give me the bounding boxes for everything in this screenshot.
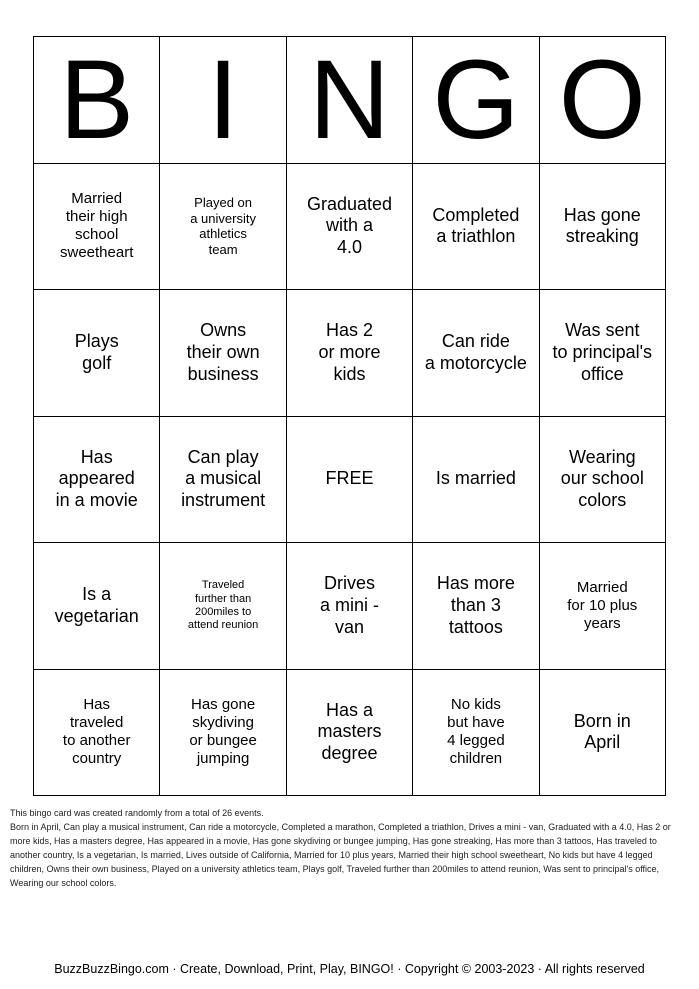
bingo-cell xyxy=(540,670,666,797)
cell-text: Was sent to principal's office xyxy=(552,320,653,384)
cell-text: Has more than 3 tattoos xyxy=(436,573,515,637)
header-cell-o xyxy=(540,37,666,164)
cell-text: Completed a triathlon xyxy=(432,204,520,247)
header-letter: O xyxy=(558,37,646,162)
bingo-cell xyxy=(540,290,666,417)
bingo-cell xyxy=(413,290,539,417)
cell-text: Can play a musical instrument xyxy=(181,446,266,511)
bingo-card xyxy=(33,36,666,796)
bingo-cell xyxy=(160,290,286,417)
bingo-cell xyxy=(34,670,160,797)
bingo-cell xyxy=(287,670,413,797)
bingo-cell xyxy=(160,417,286,544)
bingo-cell xyxy=(34,164,160,291)
event-list-notes xyxy=(10,806,688,890)
bingo-cell xyxy=(413,417,539,544)
cell-text: Has gone streaking xyxy=(563,204,641,247)
cell-text: Traveled further than 200miles to attend reunion xyxy=(187,579,259,631)
cell-text: Is a vegetarian xyxy=(54,584,139,626)
bingo-cell xyxy=(287,164,413,291)
bingo-cell xyxy=(160,670,286,797)
bingo-cell xyxy=(540,417,666,544)
header-letter: B xyxy=(59,37,135,162)
cell-text: FREE xyxy=(325,468,374,489)
cell-text: Played on a university athletics team xyxy=(190,195,256,257)
bingo-cell xyxy=(34,417,160,544)
event-count-intro: This bingo card was created randomly from a total of 26 events. xyxy=(10,808,264,818)
bingo-cell xyxy=(287,290,413,417)
bingo-cell xyxy=(160,164,286,291)
cell-text: Married their high school sweetheart xyxy=(60,190,134,262)
cell-text: Married for 10 plus years xyxy=(567,578,638,632)
bingo-cell xyxy=(413,670,539,797)
cell-text: Has a masters degree xyxy=(317,699,382,764)
bingo-cell xyxy=(34,290,160,417)
cell-text: Is married xyxy=(435,468,516,489)
header-cell-g xyxy=(413,37,539,164)
cell-text: Has appeared in a movie xyxy=(55,446,138,511)
cell-text: No kids but have 4 legged children xyxy=(447,696,505,768)
header-letter: G xyxy=(432,37,520,162)
cell-text: Has traveled to another country xyxy=(62,696,131,768)
header-cell-i xyxy=(160,37,286,164)
header-cell-b xyxy=(34,37,160,164)
cell-text: Has 2 or more kids xyxy=(318,320,381,384)
bingo-cell xyxy=(413,543,539,670)
cell-text: Plays golf xyxy=(74,331,119,373)
event-list: Born in April, Can play a musical instrument, Can ride a motorcycle, Completed a marathon, Completed a triathlon, Drives a mini - van, Graduated with a 4.0, Has 2 or more kids, Has a masters degree, Has appeared in a movie, Has gone skydiving or bungee jumping, Has gone streaking, Has more than 3 tattoos, Has traveled to another country, Is a vegetarian, Is married, Lives outside of California, Married for 10 plus years, Married their high school sweetheart, No kids but have 4 legged children, Owns their own business, Played on a university athletics team, Plays golf, Traveled further than 200miles to attend reunion, Was sent to principal's office, Wearing our school colors. xyxy=(10,822,671,888)
header-letter: I xyxy=(207,37,239,162)
bingo-cell xyxy=(540,543,666,670)
cell-text: Born in April xyxy=(573,710,631,753)
cell-text: Can ride a motorcycle xyxy=(424,331,527,373)
bingo-cell xyxy=(34,543,160,670)
cell-text: Has gone skydiving or bungee jumping xyxy=(189,696,257,768)
bingo-cell xyxy=(160,543,286,670)
cell-text: Wearing our school colors xyxy=(560,446,644,511)
bingo-cell xyxy=(413,164,539,291)
cell-text: Drives a mini - van xyxy=(319,573,379,637)
cell-text: Owns their own business xyxy=(186,320,260,384)
header-cell-n xyxy=(287,37,413,164)
bingo-cell xyxy=(287,543,413,670)
free-cell xyxy=(287,417,413,544)
bingo-cell xyxy=(540,164,666,291)
header-letter: N xyxy=(309,37,390,162)
copyright-footer: BuzzBuzzBingo.com · Create, Download, Print, Play, BINGO! · Copyright © 2003-2023 · All rights reserved xyxy=(54,962,645,976)
cell-text: Graduated with a 4.0 xyxy=(306,193,393,258)
